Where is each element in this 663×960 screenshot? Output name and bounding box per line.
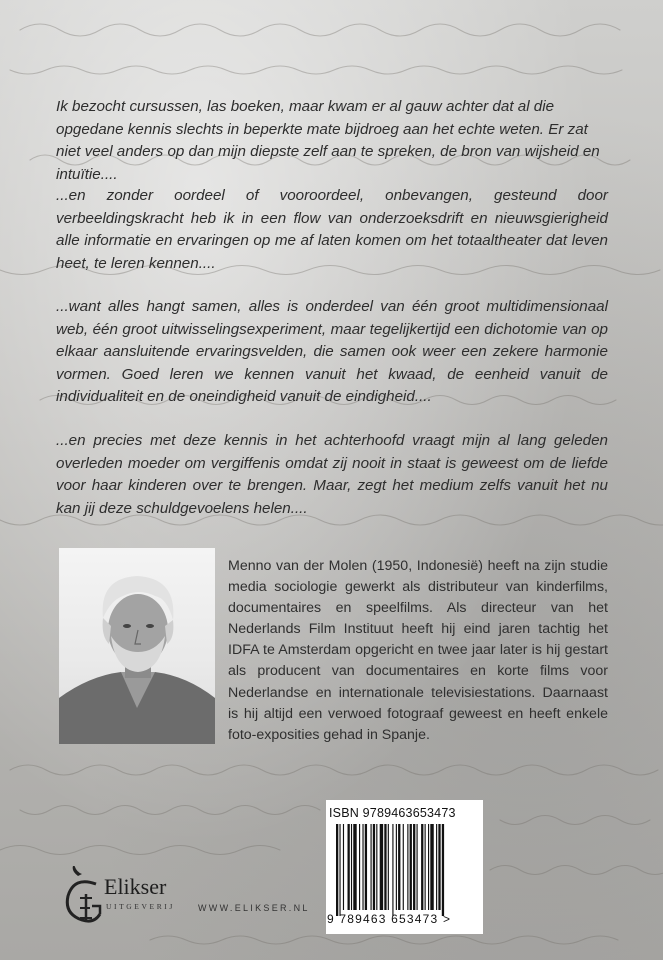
author-bio: Menno van der Molen (1950, Indonesië) heeft na zijn studie media sociologie gewerkt als distributeur van kinderfilms, documentaires en speelfilms. Als directeur van het Nederlands Film Instituut heeft hij eind jaren tachtig het IDFA te Amsterdam opgericht en twee jaar later is hij gestart als producent van documentaires en korte films voor Nederlandse en internationale televisiestations. Daarnaast is hij altijd een verwoed fotograaf geweest en heeft enkele foto-exposities gehad in Spanje.: [228, 558, 608, 743]
barcode-bar: [430, 824, 433, 910]
barcode-bar: [407, 824, 408, 910]
barcode-bar: [353, 824, 356, 910]
barcode-bar: [413, 824, 415, 910]
barcode-bar: [403, 824, 404, 910]
barcode-bar: [351, 824, 352, 910]
isbn-barcode: [326, 800, 483, 934]
isbn-label: ISBN 9789463653473: [329, 806, 456, 820]
barcode-bar: [339, 824, 340, 916]
barcode-bar: [371, 824, 372, 910]
barcode-bar: [425, 824, 426, 910]
barcode-bar: [398, 824, 400, 910]
barcode-bar: [384, 824, 386, 910]
barcode-bar: [410, 824, 412, 910]
barcode-digits: 9 789463 653473 >: [327, 912, 452, 926]
publisher-name: Elikser: [104, 874, 167, 899]
barcode-bar: [428, 824, 429, 910]
barcode-bar: [343, 824, 344, 910]
barcode-bar: [373, 824, 375, 910]
barcode-bar: [438, 824, 440, 910]
intro-paragraph-1: Ik bezocht cursussen, las boeken, maar kwam er al gauw achter dat al die opgedane kennis slechts in beperkte mate bijdroeg aan het echte weten. Er zat niet veel anders op dan mijn diepste zelf aan te spreken, de bron van wijsheid en intuïtie....: [56, 98, 600, 183]
barcode-bar: [376, 824, 377, 910]
barcode-bar: [396, 824, 397, 910]
publisher-subtitle: UITGEVERIJ: [106, 902, 175, 911]
barcode-bar: [388, 824, 389, 910]
intro-paragraph-2: ...en zonder oordeel of vooroordeel, onbevangen, gesteund door verbeeldingskracht heb ik in een flow van onderzoeksdrift en nieuwsgierigheid alle informatie en ervaringen op me af laten komen om het totaaltheater dat leven heet, te leren kennen....: [56, 187, 608, 272]
barcode-bar: [380, 824, 383, 910]
barcode-bar: [436, 824, 437, 910]
barcode-bar: [336, 824, 338, 916]
publisher-website[interactable]: WWW.ELIKSER.NL: [198, 903, 310, 913]
barcode-bar: [392, 824, 393, 916]
barcode-icon: [336, 824, 474, 916]
intro-paragraph-3: ...want alles hangt samen, alles is onderdeel van één groot multidimensionaal web, één groot uitwisselingsexperiment, maar tegelijkertijd een dichotomie van op elkaar aansluitende ervaringsvelden, die samen ook weer een zekere harmonie vormen. Goed leren we kennen vanuit het kwaad, de eenheid vanuit de individualiteit en de oneindigheid vanuit de eindigheid....: [56, 298, 608, 405]
barcode-bar: [442, 824, 444, 916]
intro-paragraph-4: ...en precies met deze kennis in het achterhoofd vraagt mijn al lang geleden overleden moeder om vergiffenis omdat zij nooit in staat is geweest om de liefde voor haar kinderen over te brengen. Maar, zegt het medium zelfs vanuit het nu kan jij deze schuldgevoelens helen....: [56, 432, 608, 517]
barcode-bar: [421, 824, 423, 910]
barcode-bar: [365, 824, 367, 910]
barcode-bar: [417, 824, 418, 910]
barcode-bar: [348, 824, 350, 910]
barcode-bar: [362, 824, 363, 910]
author-photo: [59, 548, 215, 744]
author-portrait-icon: [59, 548, 215, 744]
barcode-bar: [359, 824, 360, 910]
